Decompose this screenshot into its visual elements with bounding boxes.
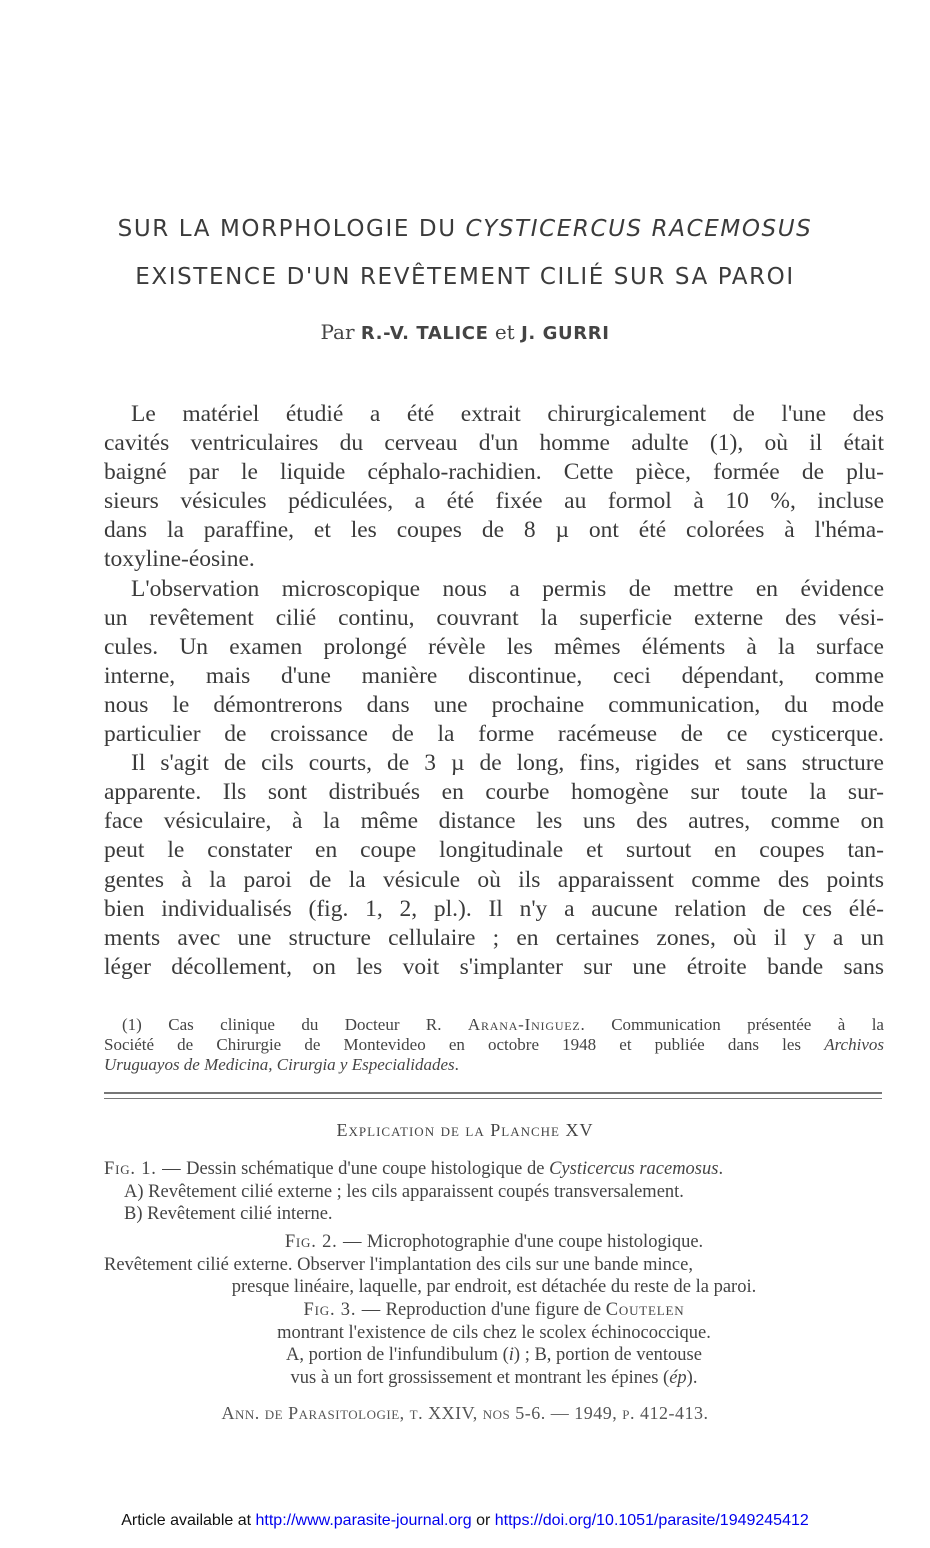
fig3-legend [104, 1299, 884, 1389]
text-line: peut le constater en coupe longitudinale et surtout en coupes tan- [104, 837, 884, 864]
text-line: dans la paraffine, et les coupes de 8 µ ont été colorées à l'héma- [104, 517, 884, 544]
legend-line: A) Revêtement cilié externe ; les cils apparaissent coupés transversalement. [124, 1181, 684, 1202]
article-title-line1 [0, 216, 930, 242]
legend-line: vus à un fort grossissement et montrant les épines (ép). [290, 1367, 698, 1388]
text-line: Il s'agit de cils courts, de 3 µ de long, fins, rigides et sans structure [131, 750, 884, 777]
text-line: face vésiculaire, à la même distance les uns des autres, comme on [104, 808, 884, 835]
paragraph-2 [104, 575, 884, 750]
separator-rule [104, 1092, 882, 1094]
fig1-legend [104, 1158, 884, 1226]
article-body [104, 400, 884, 982]
footnote [104, 1015, 884, 1075]
paragraph-3 [104, 749, 884, 982]
author-gurri: J. GURRI [521, 323, 610, 344]
text-line: gentes à la paroi de la vésicule où ils apparaissent comme des points [104, 866, 884, 893]
legend-line: B) Revêtement cilié interne. [124, 1204, 333, 1224]
text-line: interne, mais d'une manière discontinue, ceci dépendant, comme [104, 662, 884, 689]
text-line: cavités ventriculaires du cerveau d'un homme adulte (1), où il était [104, 430, 884, 457]
footnote-line: Uruguayos de Medicina, Cirurgia y Especialidades. [104, 1055, 459, 1074]
separator-rule-thin [104, 1098, 882, 1099]
text-line: ments avec une structure cellulaire ; en certaines zones, où il y a un [104, 924, 884, 951]
fig2-legend [104, 1231, 884, 1299]
text-line: toxyline-éosine. [104, 546, 255, 573]
availability-notice [0, 1512, 930, 1530]
journal-link[interactable]: http://www.parasite-journal.org [255, 1512, 472, 1529]
footnote-line: Société de Chirurgie de Montevideo en octobre 1948 et publiée dans les Archivos [104, 1035, 884, 1054]
legend-line: Revêtement cilié externe. Observer l'implantation des cils sur une bande mince, [104, 1254, 693, 1275]
article-title-line2: EXISTENCE D'UN REVÊTEMENT CILIÉ SUR SA PAROI [135, 264, 795, 290]
text-line: Le matériel étudié a été extrait chirurgicalement de l'une des [131, 401, 884, 427]
text-line: bien individualisés (fig. 1, 2, pl.). Il n'y a aucune relation de ces élé- [104, 895, 884, 922]
paragraph-1 [104, 400, 884, 575]
text-line: particulier de croissance de la forme racémeuse de ce cysticerque. [104, 721, 884, 748]
availability-prefix: Article available at [121, 1512, 256, 1529]
footnote-doctor-name: Arana-Iniguez [467, 1015, 581, 1034]
text-line: L'observation microscopique nous a permis de mettre en évidence [131, 575, 884, 602]
legend-line: Fig. 1. — Dessin schématique d'une coupe histologique de Cysticercus racemosus. [104, 1159, 724, 1179]
footnote-journal: Uruguayos de Medicina, Cirurgia y Especialidades [104, 1055, 455, 1074]
text-line: cules. Un examen prolongé révèle les mêmes éléments à la surface [104, 633, 884, 660]
title-species: CYSTICERCUS RACEMOSUS [465, 216, 813, 242]
availability-or: or [471, 1512, 495, 1529]
byline-par: Par [320, 320, 355, 344]
legend-line: Fig. 3. — Reproduction d'une figure de Coutelen [303, 1300, 685, 1320]
text-line: un revêtement cilié continu, couvrant la superficie externe des vési- [104, 604, 884, 631]
legend-line: Fig. 2. — Microphotographie d'une coupe histologique. [284, 1232, 704, 1252]
text-line: apparente. Ils sont distribués en courbe homogène sur toute la sur- [104, 779, 884, 806]
text-line: sieurs vésicules pédiculées, a été fixée au formol à 10 %, incluse [104, 488, 884, 515]
text-line: léger décollement, on les voit s'implanter sur une étroite bande sans [104, 953, 884, 980]
author-talice: R.-V. TALICE [360, 323, 489, 344]
byline [0, 320, 930, 344]
footnote-line: (1) Cas clinique du Docteur R. Arana-Iniguez. Communication présentée à la [122, 1015, 884, 1034]
journal-citation: Ann. de Parasitologie, t. XXIV, nos 5-6. — 1949, p. 412-413. [221, 1403, 709, 1423]
plate-heading: Explication de la Planche XV [336, 1120, 594, 1140]
legend-line: A, portion de l'infundibulum (i) ; B, portion de ventouse [286, 1345, 702, 1365]
text-line: nous le démontrerons dans une prochaine communication, du mode [104, 691, 884, 718]
doi-link[interactable]: https://doi.org/10.1051/parasite/1949245412 [494, 1512, 809, 1529]
legend-line: presque linéaire, laquelle, par endroit, est détachée du reste de la paroi. [231, 1277, 757, 1297]
byline-et: et [494, 320, 515, 344]
legend-line: montrant l'existence de cils chez le scolex échinococcique. [277, 1322, 711, 1343]
title-prefix: SUR LA MORPHOLOGIE DU [117, 216, 466, 242]
text-line: baigné par le liquide céphalo-rachidien. Cette pièce, formée de plu- [104, 459, 884, 486]
